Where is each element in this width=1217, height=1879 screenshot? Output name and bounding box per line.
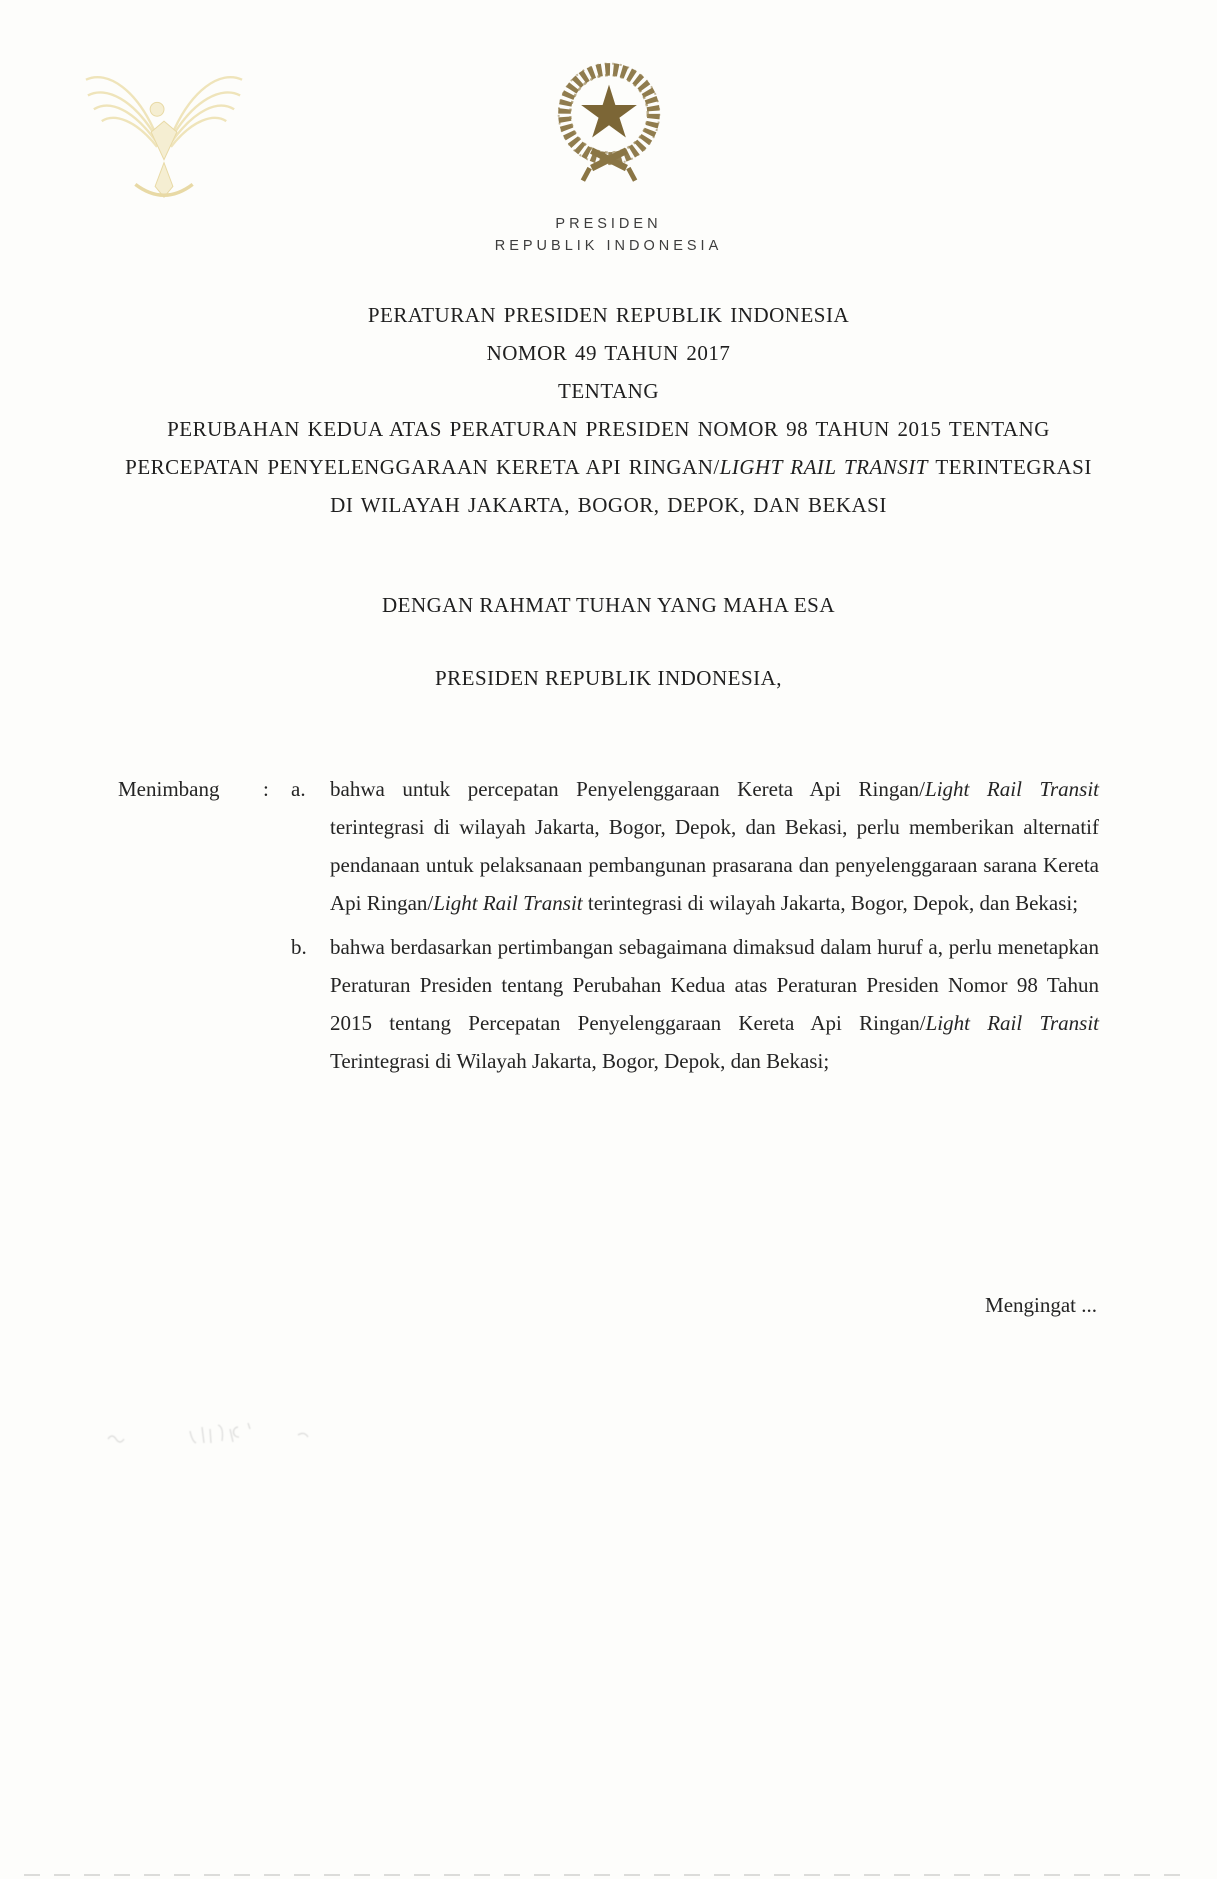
item-letter: b. xyxy=(291,935,307,959)
considering-section xyxy=(118,770,1099,1080)
item-text: bahwa untuk percepatan Penyelenggaraan Kereta Api Ringan/Light Rail Transit terintegrasi di wilayah Jakarta, Bogor, Depok, dan Bekasi, perlu memberikan alternatif pendanaan untuk pelaksanaan pembangunan prasarana dan penyelenggaraan sarana Kereta Api Ringan/Light Rail Transit terintegrasi di wilayah Jakarta, Bogor, Depok, dan Bekasi; xyxy=(330,777,1099,915)
regulation-title: PERATURAN PRESIDEN REPUBLIK INDONESIA xyxy=(367,303,850,327)
letterhead-presiden: PRESIDEN xyxy=(555,216,662,232)
pencil-marks xyxy=(100,1415,330,1456)
considering-item-a xyxy=(291,770,1099,922)
catchword: Mengingat ... xyxy=(985,1293,1097,1317)
regulation-number: NOMOR 49 TAHUN 2017 xyxy=(486,341,731,365)
menimbang-label: Menimbang xyxy=(118,777,220,801)
considering-items xyxy=(291,770,1099,1080)
garuda-watermark-icon xyxy=(80,48,248,220)
scan-edge-artifact xyxy=(24,1874,1187,1876)
item-letter: a. xyxy=(291,777,306,801)
considering-item-b xyxy=(291,928,1099,1080)
authority-line: PRESIDEN REPUBLIK INDONESIA, xyxy=(434,666,783,690)
item-text: bahwa berdasarkan pertimbangan sebagaimana dimaksud dalam huruf a, perlu menetapkan Peraturan Presiden tentang Perubahan Kedua atas Peraturan Presiden Nomor 98 Tahun 2015 tentang Percepatan Penyelenggaraan Kereta Api Ringan/Light Rail Transit Terintegrasi di Wilayah Jakarta, Bogor, Depok, dan Bekasi; xyxy=(330,935,1099,1073)
letterhead-republik-indonesia: REPUBLIK INDONESIA xyxy=(494,238,723,254)
tentang-label: TENTANG xyxy=(558,379,659,403)
presidential-seal-icon xyxy=(546,50,672,200)
regulation-subject: PERUBAHAN KEDUA ATAS PERATURAN PRESIDEN NOMOR 98 TAHUN 2015 TENTANG PERCEPATAN PENYELENGGARAAN KERETA API RINGAN/LIGHT RAIL TRANSIT TERINTEGRASI DI WILAYAH JAKARTA, BOGOR, DEPOK, DAN BEKASI xyxy=(125,417,1092,517)
invocation-line: DENGAN RAHMAT TUHAN YANG MAHA ESA xyxy=(381,593,836,617)
menimbang-colon: : xyxy=(263,777,269,801)
title-block xyxy=(118,296,1099,524)
letterhead xyxy=(0,213,1217,257)
